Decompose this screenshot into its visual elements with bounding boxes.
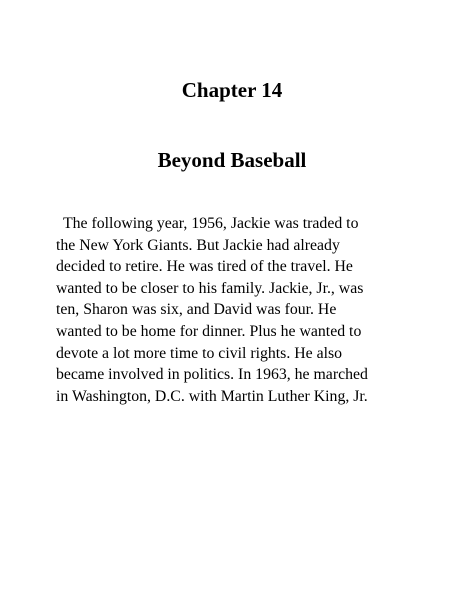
paragraph-line: the New York Giants. But Jackie had already [56,236,340,254]
paragraph-line: devote a lot more time to civil rights. He also [56,344,343,362]
chapter-title: Beyond Baseball [157,148,307,172]
chapter-number: Chapter 14 [181,78,283,102]
paragraph-line: The following year, 1956, Jackie was traded to [63,215,359,232]
body-paragraph [56,213,420,407]
paragraph-line: decided to retire. He was tired of the travel. He [56,258,353,276]
paragraph-line: became involved in politics. In 1963, he marched [56,366,368,384]
paragraph-line: ten, Sharon was six, and David was four. He [56,301,337,319]
paragraph-line: wanted to be home for dinner. Plus he wanted to [56,322,362,340]
paragraph-line: wanted to be closer to his family. Jackie, Jr., was [56,279,364,297]
paragraph-line: in Washington, D.C. with Martin Luther King, Jr. [56,387,368,405]
